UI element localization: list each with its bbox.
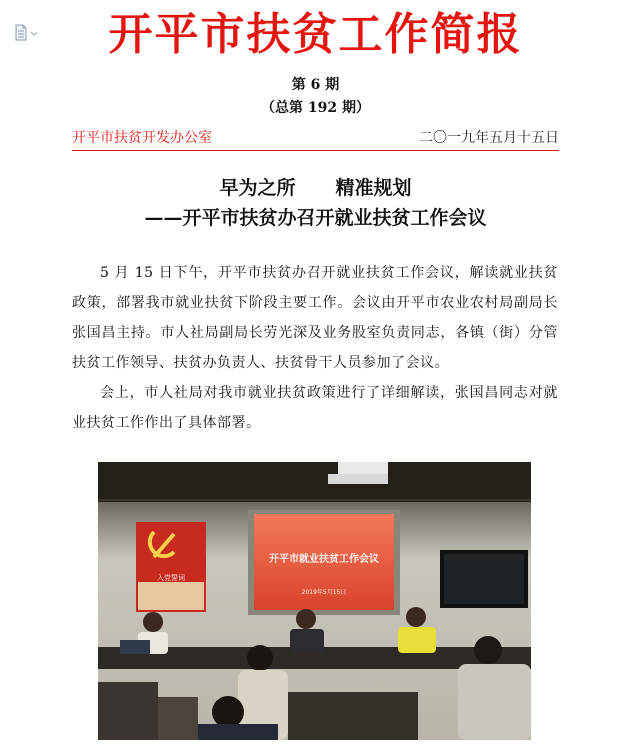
total-issue-number: （总第 192 期） [261,100,370,116]
header-divider [72,150,559,151]
article-body [72,258,558,438]
article-headline [0,176,631,200]
paragraph-2: 会上，市人社局对我市就业扶贫政策进行了详细解读，张国昌同志对就业扶贫工作作出了具体部署。 [72,385,558,431]
article-subheadline: ——开平市扶贫办召开就业扶贫工作会议 [144,207,487,229]
poster-title: 入党誓词 [157,574,185,582]
issue-number: 第 6 期 [291,77,340,93]
headline-part-2: 精准规划 [335,177,412,199]
meeting-photo [98,462,531,740]
publish-date: 二〇一九年五月十五日 [419,130,559,146]
bulletin-title: 开平市扶贫工作简报 [108,9,523,60]
publication-line [72,129,559,149]
screen-date: 2019年5月15日 [301,589,347,596]
screen-title: 开平市就业扶贫工作会议 [269,554,379,565]
publisher: 开平市扶贫开发办公室 [72,130,212,146]
paragraph-1: 5 月 15 日下午，开平市扶贫办召开就业扶贫工作会议，解读就业扶贫政策，部署我市就业扶贫下阶段主要工作。会议由开平市农业农村局副局长张国昌主持。市人社局副局长劳光深及业务股室负责同志，各镇（街）分管扶贫工作领导、扶贫办负责人、扶贫骨干人员参加了会议。 [72,265,558,371]
headline-part-1: 早为之所 [219,177,296,199]
